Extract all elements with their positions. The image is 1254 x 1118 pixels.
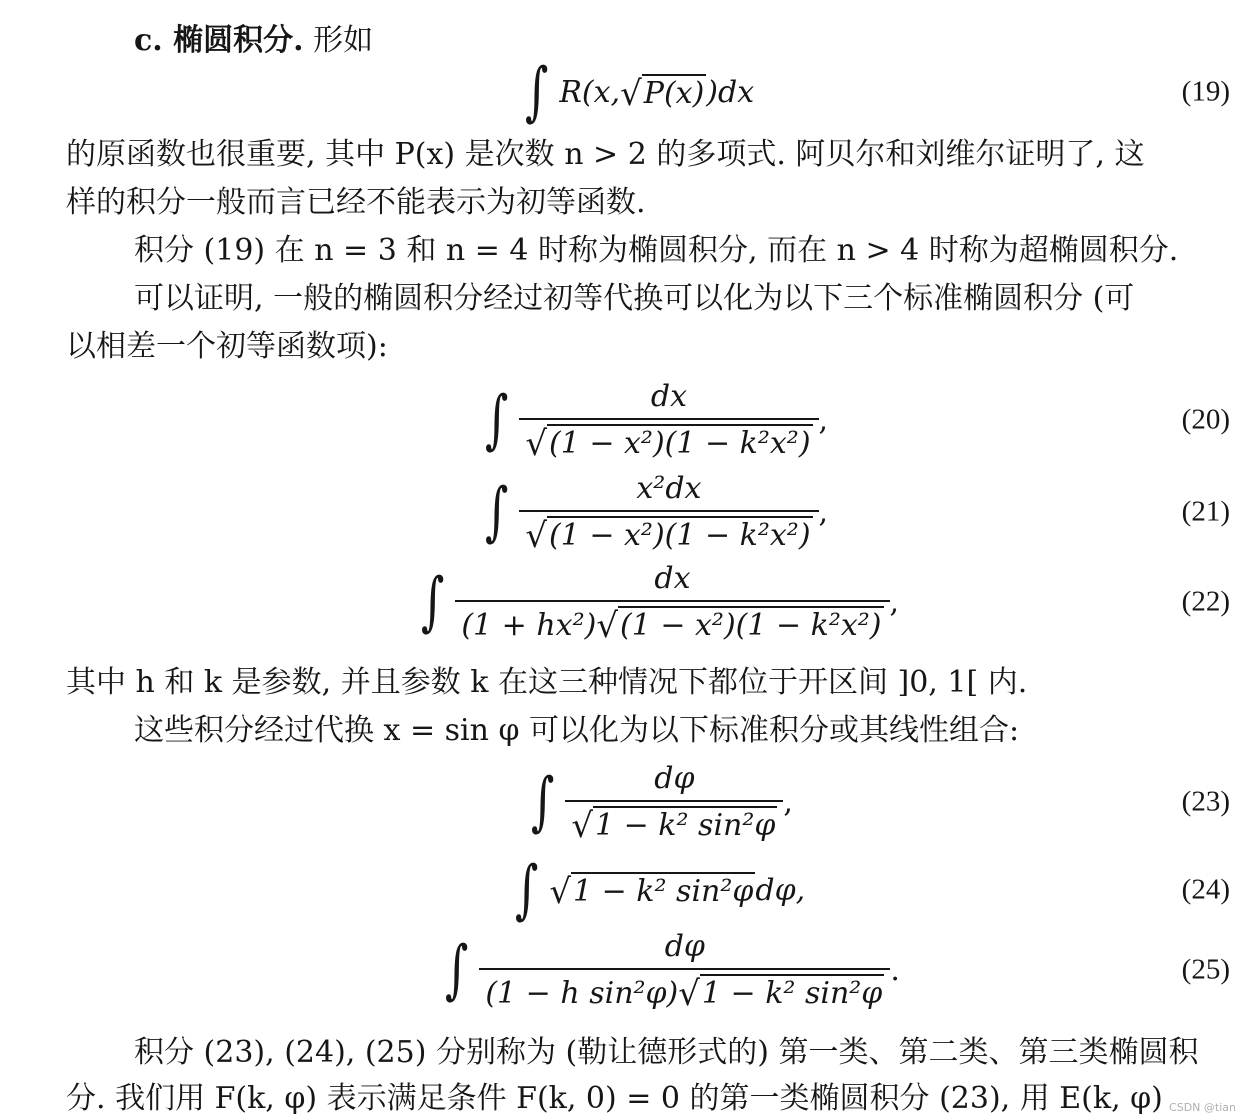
eq19-tail: )dx [706,74,755,110]
eq25-sqrt [678,974,884,1014]
paragraph-1-line-2: 样的积分一般而言已经不能表示为初等函数. [66,185,646,220]
equation-24-body [510,853,806,927]
radical-sign: √ [549,871,572,912]
eq19-integrand: R(x, [559,74,621,110]
eq20-fraction [519,379,818,464]
eq25-fraction [479,929,890,1014]
eq22-denominator [455,600,889,646]
integral-sign: ∫ [485,475,509,549]
paragraph-1-line-1: 的原函数也很重要, 其中 P(x) 是次数 n > 2 的多项式. 阿贝尔和刘维尔证明了, 这 [66,137,1145,172]
eq22-den-sqrt: (1 − x²)(1 − k²x²) [620,608,882,643]
eq19-sqrt [620,73,706,114]
equation-22-body [416,561,900,646]
equation-number-24: (24) [1181,873,1230,906]
integral-sign: ∫ [515,853,539,927]
integral-sign: ∫ [445,933,469,1007]
eq25-tail: . [890,952,900,988]
eq23-den-sqrt: 1 − k² sin²φ [595,808,776,843]
eq21-fraction [519,471,818,556]
watermark: CSDN @tian [1169,1101,1236,1114]
integral-sign: ∫ [485,383,509,457]
eq20-numerator: dx [650,379,687,414]
radical-sign: √ [525,424,548,464]
eq24-sqrt-arg: 1 − k² sin²φ [573,873,754,909]
radical-sign: √ [571,806,594,846]
paragraph-6-line-2: 分. 我们用 F(k, φ) 表示满足条件 F(k, 0) = 0 的第一类椭圆积分 (23), 用 E(k, φ) [66,1081,1163,1116]
equation-number-22: (22) [1181,585,1230,618]
eq21-den-sqrt: (1 − x²)(1 − k²x²) [549,518,811,553]
eq21-tail: , [818,494,829,530]
radical-sign: √ [525,516,548,556]
paragraph-6-line-1: 积分 (23), (24), (25) 分别称为 (勒让德形式的) 第一类、第二类、第三类椭圆积 [134,1035,1199,1070]
equation-number-23: (23) [1181,785,1230,818]
paragraph-2: 积分 (19) 在 n = 3 和 n = 4 时称为椭圆积分, 而在 n > 4 时称为超椭圆积分. [134,233,1179,268]
radical-sign: √ [620,73,642,114]
equation-22 [0,561,1254,646]
section-heading: c. 椭圆积分. [134,23,304,58]
eq20-den-sqrt: (1 − x²)(1 − k²x²) [549,426,811,461]
equation-20-body [480,379,829,464]
eq22-sqrt [596,606,883,646]
eq22-den-pre: (1 + hx²) [461,608,597,643]
integral-sign: ∫ [525,55,549,129]
eq22-fraction [455,561,889,646]
equation-number-21: (21) [1181,495,1230,528]
equation-19-body [520,55,755,129]
eq25-den-pre: (1 − h sin²φ) [485,976,679,1011]
eq23-numerator: dφ [654,761,695,796]
integral-sign: ∫ [531,765,555,839]
radical-sign: √ [596,606,618,646]
eq24-sqrt [549,871,755,912]
equation-21 [0,471,1254,556]
eq22-numerator: dx [654,561,691,596]
eq21-numerator: x²dx [636,471,702,506]
eq25-denominator [479,968,890,1014]
eq23-tail: , [783,784,793,820]
paragraph-3-line-2: 以相差一个初等函数项): [66,329,388,364]
eq25-den-sqrt: 1 − k² sin²φ [701,976,883,1011]
eq20-denominator [519,418,818,464]
paragraph-4: 其中 h 和 k 是参数, 并且参数 k 在这三种情况下都位于开区间 ]0, 1[ 内. [66,665,1028,700]
paragraph-5: 这些积分经过代换 x = sin φ 可以化为以下标准积分或其线性组合: [134,713,1020,748]
equation-23-body [526,761,793,846]
equation-25 [0,929,1254,1014]
integral-sign: ∫ [421,565,445,639]
equation-number-19: (19) [1181,75,1230,108]
equation-21-body [480,471,829,556]
eq22-tail: , [889,584,900,620]
eq19-sqrt-arg: P(x) [643,75,705,111]
heading-tail: 形如 [313,23,374,58]
equation-25-body [440,929,900,1014]
equation-20 [0,379,1254,464]
eq23-denominator [565,800,783,846]
radical-sign: √ [678,974,700,1014]
paragraph-3-line-1: 可以证明, 一般的椭圆积分经过初等代换可以化为以下三个标准椭圆积分 (可 [134,281,1135,316]
eq24-tail: dφ, [755,872,806,908]
equation-number-25: (25) [1181,953,1230,986]
eq20-tail: , [818,402,829,438]
eq25-numerator: dφ [664,929,705,964]
equation-24 [0,850,1254,930]
eq21-denominator [519,510,818,556]
equation-23 [0,761,1254,846]
equation-19 [0,52,1254,132]
equation-number-20: (20) [1181,403,1230,436]
eq23-fraction [565,761,783,846]
